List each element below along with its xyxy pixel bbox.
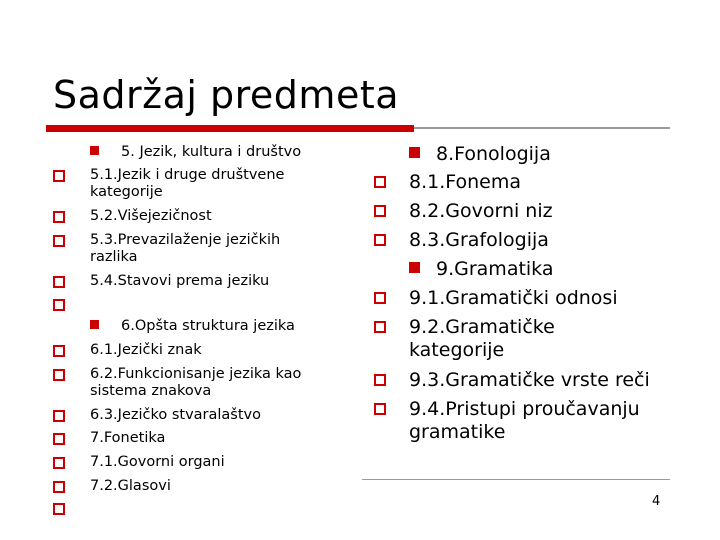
list-item bbox=[409, 287, 618, 310]
section-heading bbox=[90, 318, 295, 335]
hollow-square-bullet-icon bbox=[53, 369, 65, 381]
list-item bbox=[90, 383, 211, 400]
list-item-text: 8.Fonologija bbox=[436, 143, 551, 165]
list-item bbox=[409, 229, 549, 252]
list-item-text: 7.2.Glasovi bbox=[90, 478, 171, 494]
list-item-text: 9.1.Gramatički odnosi bbox=[409, 287, 618, 309]
list-item bbox=[90, 208, 212, 225]
list-item bbox=[90, 430, 165, 447]
list-item bbox=[90, 407, 261, 424]
list-item-text: 8.3.Grafologija bbox=[409, 229, 549, 251]
slide-title: Sadržaj predmeta bbox=[53, 73, 400, 117]
footer-divider bbox=[362, 479, 670, 480]
list-item-text: 7.1.Govorni organi bbox=[90, 454, 225, 470]
list-item-text: 5.4.Stavovi prema jeziku bbox=[90, 273, 270, 289]
list-item-text: 9.3.Gramatičke vrste reči bbox=[409, 369, 650, 391]
list-item bbox=[90, 454, 225, 471]
hollow-square-bullet-icon bbox=[374, 205, 386, 217]
list-item bbox=[90, 273, 269, 290]
list-item-text: 5. Jezik, kultura i društvo bbox=[121, 144, 302, 160]
list-item-text: 5.3.Prevazilaženje jezičkih bbox=[90, 232, 281, 248]
list-item bbox=[90, 478, 171, 495]
list-item-text: 7.Fonetika bbox=[90, 430, 166, 446]
list-item-text: kategorije bbox=[409, 339, 505, 361]
hollow-square-bullet-icon bbox=[53, 345, 65, 357]
section-heading bbox=[409, 258, 554, 281]
section-heading bbox=[409, 143, 551, 166]
list-item-text: 8.1.Fonema bbox=[409, 171, 522, 193]
hollow-square-bullet-icon bbox=[374, 374, 386, 386]
list-item bbox=[409, 200, 553, 223]
hollow-square-bullet-icon bbox=[374, 403, 386, 415]
hollow-square-bullet-icon bbox=[53, 457, 65, 469]
hollow-square-bullet-icon bbox=[53, 170, 65, 182]
filled-square-bullet-icon bbox=[409, 262, 420, 273]
list-item-text: kategorije bbox=[90, 184, 163, 200]
hollow-square-bullet-icon bbox=[53, 433, 65, 445]
list-item-text: 6.3.Jezičko stvaralaštvo bbox=[90, 407, 261, 423]
list-item bbox=[409, 369, 650, 392]
list-item bbox=[90, 184, 163, 201]
list-item bbox=[409, 316, 555, 339]
list-item bbox=[90, 342, 202, 359]
list-item bbox=[90, 249, 138, 266]
hollow-square-bullet-icon bbox=[374, 292, 386, 304]
list-item-text: 6.Opšta struktura jezika bbox=[121, 318, 295, 334]
list-item-text: 8.2.Govorni niz bbox=[409, 200, 553, 222]
list-item-text: 6.1.Jezički znak bbox=[90, 342, 202, 358]
list-item-text: razlika bbox=[90, 249, 138, 265]
hollow-square-bullet-icon bbox=[374, 176, 386, 188]
list-item-text: 9.4.Pristupi proučavanju bbox=[409, 398, 640, 420]
hollow-square-bullet-icon bbox=[53, 235, 65, 247]
list-item-text: 6.2.Funkcionisanje jezika kao bbox=[90, 366, 302, 382]
list-item bbox=[409, 171, 521, 194]
hollow-square-bullet-icon bbox=[53, 299, 65, 311]
title-underline-gray bbox=[414, 127, 670, 129]
list-item bbox=[90, 366, 301, 383]
hollow-square-bullet-icon bbox=[374, 234, 386, 246]
list-item-text: 9.Gramatika bbox=[436, 258, 554, 280]
hollow-square-bullet-icon bbox=[53, 211, 65, 223]
hollow-square-bullet-icon bbox=[374, 321, 386, 333]
filled-square-bullet-icon bbox=[90, 320, 99, 329]
list-item-text: 5.1.Jezik i druge društvene bbox=[90, 167, 285, 183]
filled-square-bullet-icon bbox=[409, 147, 420, 158]
list-item bbox=[409, 398, 640, 421]
list-item bbox=[90, 167, 284, 184]
list-item-text: sistema znakova bbox=[90, 383, 212, 399]
list-item bbox=[409, 421, 505, 444]
list-item-text: 9.2.Gramatičke bbox=[409, 316, 555, 338]
filled-square-bullet-icon bbox=[90, 146, 99, 155]
section-heading bbox=[90, 144, 301, 161]
hollow-square-bullet-icon bbox=[53, 276, 65, 288]
list-item bbox=[409, 339, 504, 362]
hollow-square-bullet-icon bbox=[53, 481, 65, 493]
title-underline-red bbox=[46, 125, 414, 132]
page-number: 4 bbox=[652, 494, 661, 509]
hollow-square-bullet-icon bbox=[53, 503, 65, 515]
hollow-square-bullet-icon bbox=[53, 410, 65, 422]
list-item-text: 5.2.Višejezičnost bbox=[90, 208, 212, 224]
list-item-text: gramatike bbox=[409, 421, 506, 443]
list-item bbox=[90, 232, 280, 249]
